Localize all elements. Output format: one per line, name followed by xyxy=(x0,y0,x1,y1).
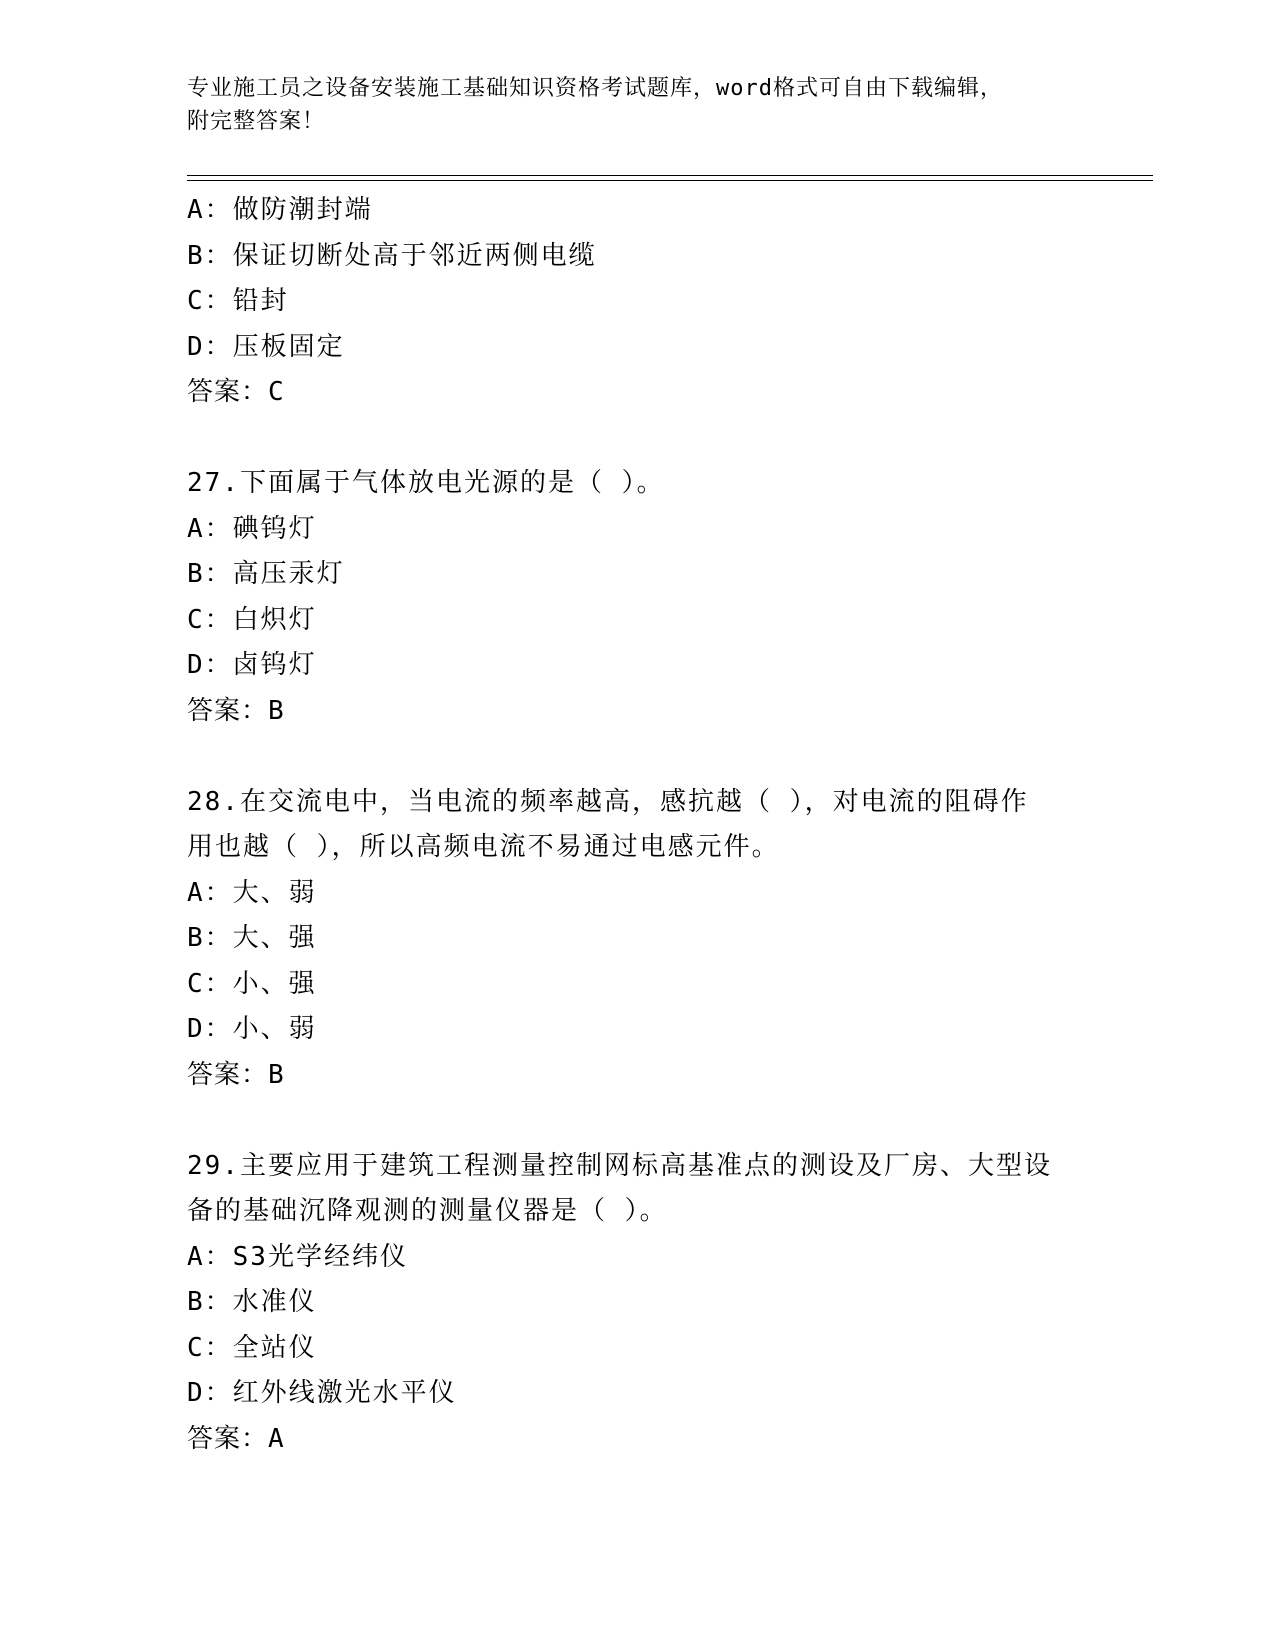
option-c: C：铅封 xyxy=(187,286,289,316)
answer: 答案：C xyxy=(187,377,285,407)
option-b: B：水准仪 xyxy=(187,1287,317,1317)
option-c: C：白炽灯 xyxy=(187,604,317,635)
option-b: B：保证切断处高于邻近两侧电缆 xyxy=(187,240,597,271)
header-divider-bottom xyxy=(187,180,1153,181)
question-content xyxy=(187,188,1087,1462)
spacer xyxy=(187,734,1087,780)
header-line-2: 附完整答案！ xyxy=(187,109,326,134)
question-29-block xyxy=(187,1144,1087,1463)
answer: 答案：A xyxy=(187,1423,285,1454)
header-line-1: 专业施工员之设备安装施工基础知识资格考试题库，word格式可自由下载编辑， xyxy=(187,76,1003,101)
option-d: D：压板固定 xyxy=(187,331,345,362)
question-text-line-1: 28.在交流电中，当电流的频率越高，感抗越（ ），对电流的阻碍作 xyxy=(187,786,1029,817)
question-text-line-1: 29.主要应用于建筑工程测量控制网标高基准点的测设及厂房、大型设 xyxy=(187,1150,1052,1181)
answer: 答案：B xyxy=(187,1059,285,1090)
option-a: A：S3光学经纬仪 xyxy=(187,1241,408,1272)
spacer xyxy=(187,416,1087,462)
question-text-line-2: 备的基础沉降观测的测量仪器是（ ）。 xyxy=(187,1196,668,1226)
option-a: A：碘钨灯 xyxy=(187,513,317,544)
option-c: C：全站仪 xyxy=(187,1332,317,1363)
header-divider-top xyxy=(187,175,1153,176)
question-27-block xyxy=(187,461,1087,734)
spacer xyxy=(187,1098,1087,1144)
document-header xyxy=(187,72,1087,138)
question-text-line-2: 用也越（ ），所以高频电流不易通过电感元件。 xyxy=(187,832,780,862)
option-a: A：大、弱 xyxy=(187,877,317,908)
option-d: D：小、弱 xyxy=(187,1014,317,1044)
option-b: B：大、强 xyxy=(187,923,317,953)
answer: 答案：B xyxy=(187,695,285,726)
option-c: C：小、强 xyxy=(187,968,317,999)
question-26-block xyxy=(187,188,1087,416)
option-d: D：卤钨灯 xyxy=(187,650,317,680)
question-text: 27.下面属于气体放电光源的是（ ）。 xyxy=(187,468,665,498)
option-d: D：红外线激光水平仪 xyxy=(187,1378,457,1408)
option-b: B：高压汞灯 xyxy=(187,559,345,589)
question-28-block xyxy=(187,780,1087,1099)
option-a: A：做防潮封端 xyxy=(187,195,373,225)
